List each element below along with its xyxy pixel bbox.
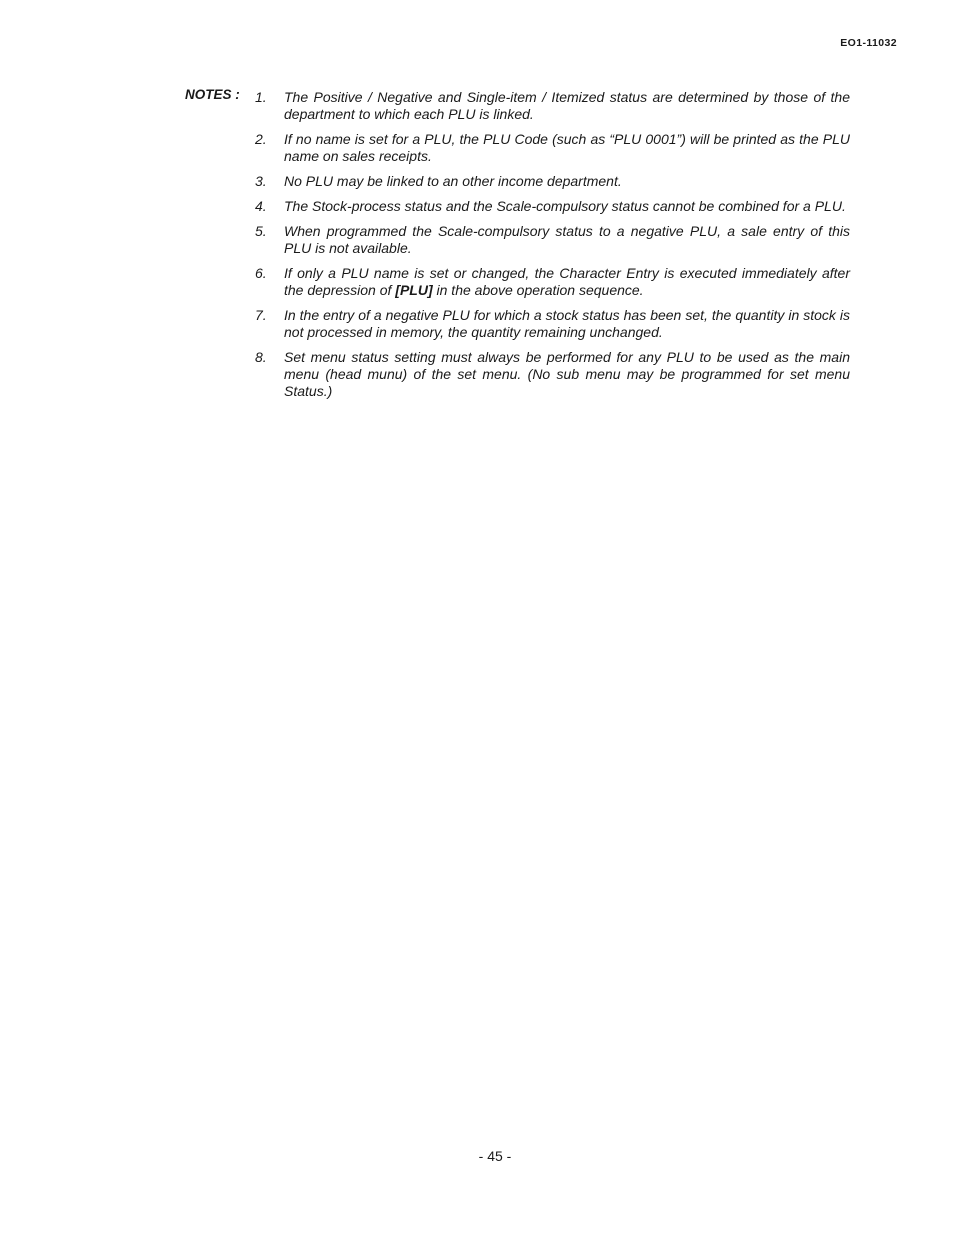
- notes-label: NOTES :: [185, 87, 240, 102]
- page-number: - 45 -: [478, 1148, 512, 1164]
- note-number: 8.: [255, 349, 267, 365]
- note-item-7: [255, 307, 850, 341]
- note-text-after: in the above operation sequence.: [432, 282, 644, 298]
- note-number: 6.: [255, 265, 267, 281]
- note-item-4: [255, 198, 850, 215]
- note-item-1: [255, 89, 850, 123]
- note-item-2: [255, 131, 850, 165]
- note-number: 7.: [255, 307, 267, 323]
- note-text: [284, 265, 850, 299]
- note-text: The Stock-process status and the Scale-compulsory status cannot be combined for a PLU.: [284, 198, 846, 214]
- note-text: In the entry of a negative PLU for which a stock status has been set, the quantity in stock is not processed in memory, the quantity remaining unchanged.: [284, 307, 850, 340]
- note-number: 2.: [255, 131, 267, 147]
- note-text: When programmed the Scale-compulsory status to a negative PLU, a sale entry of this PLU is not available.: [284, 223, 850, 256]
- note-item-3: [255, 173, 850, 190]
- note-text: Set menu status setting must always be performed for any PLU to be used as the main menu (head munu) of the set menu. (No sub menu may be programmed for set menu Status.): [284, 349, 850, 399]
- document-id: EO1-11032: [840, 37, 897, 49]
- plu-key-label: [PLU]: [395, 282, 433, 298]
- note-number: 1.: [255, 89, 267, 105]
- note-text: If no name is set for a PLU, the PLU Code (such as “PLU 0001”) will be printed as the PLU name on sales receipts.: [284, 131, 850, 164]
- notes-list: [255, 89, 850, 408]
- note-number: 5.: [255, 223, 267, 239]
- note-number: 3.: [255, 173, 267, 189]
- note-text: No PLU may be linked to an other income department.: [284, 173, 622, 189]
- note-text-before: If only a PLU name is set or changed, the Character Entry is executed immediately after the depression of: [284, 265, 850, 298]
- note-item-8: [255, 349, 850, 400]
- note-item-6: [255, 265, 850, 299]
- note-number: 4.: [255, 198, 267, 214]
- note-text: The Positive / Negative and Single-item / Itemized status are determined by those of the department to which each PLU is linked.: [284, 89, 850, 122]
- note-item-5: [255, 223, 850, 257]
